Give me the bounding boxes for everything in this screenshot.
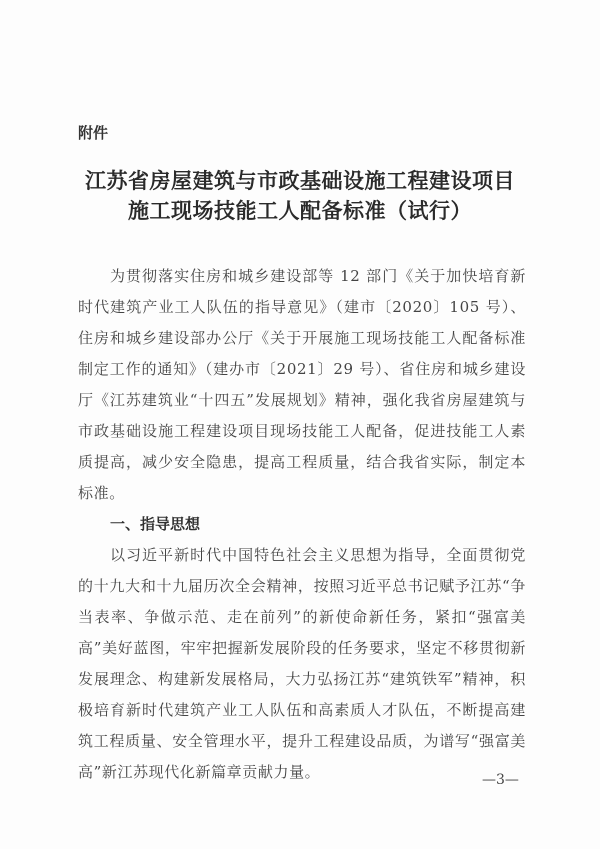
title-line-2: 施工现场技能工人配备标准（试行）	[128, 198, 472, 223]
title-line-1: 江苏省房屋建筑与市政基础设施工程建设项目	[85, 168, 515, 193]
section-heading-guiding-ideology: 一、指导思想	[110, 515, 201, 533]
section-paragraph: 以习近平新时代中国特色社会主义思想为指导，全面贯彻党的十九大和十九届历次全会精神，按照习近平总书记赋予江苏“争当表率、争做示范、走在前列”的新使命新任务，紧扣“强富美高”美好蓝图，牢牢把握新发展阶段的任务要求，坚定不移贯彻新发展理念、构建新发展格局，大力弘扬江苏“建筑铁军”精神，积极培育新时代建筑产业工人队伍和高素质人才队伍，不断提高建筑工程质量、安全管理水平，提升工程建设品质，为谱写“强富美高”新江苏现代化新篇章贡献力量。	[78, 546, 526, 781]
intro-paragraph: 为贯彻落实住房和城乡建设部等 12 部门《关于加快培育新时代建筑产业工人队伍的指导意见》（建市〔2020〕105 号）、住房和城乡建设部办公厅《关于开展施工现场技能工人配备标准制定工作的通知》（建办市〔2021〕29 号）、省住房和城乡建设厅《江苏建筑业“十四五”发展规划》精神，强化我省房屋建筑与市政基础设施工程建设项目现场技能工人配备，促进技能工人素质提高，减少安全隐患，提高工程质量，结合我省实际，制定本标准。	[78, 267, 526, 502]
attachment-label: 附件	[78, 124, 109, 142]
document-body	[78, 261, 526, 788]
page-number: —3—	[482, 772, 519, 788]
document-title	[60, 166, 540, 226]
